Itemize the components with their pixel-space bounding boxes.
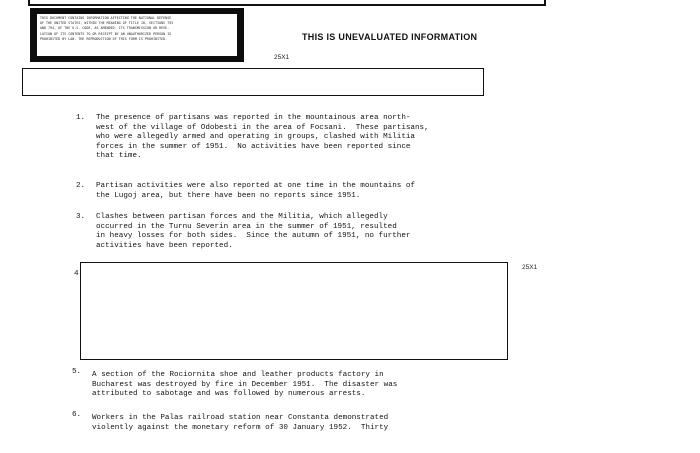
paragraph-text: Clashes between partisan forces and the Militia, which allegedly occurred in the Turnu Severin area in the summer of 1951, resulted in heavy losses for both sides. Since the autumn of 1951, no further activities have been reported. <box>96 213 411 250</box>
paragraph-text: The presence of partisans was reported in the mountainous area north- west of the village of Odobesti in the area of Focsani. These partisans, who were allegedly armed and operating in groups, clashed with Militia forces in the summer of 1951. No activities have been reported since that time. <box>96 114 429 161</box>
unevaluated-information-header: THIS IS UNEVALUATED INFORMATION <box>302 32 478 42</box>
paragraph-number: 6. <box>72 411 82 419</box>
paragraph-number: 2. <box>76 182 86 190</box>
notice-line: PROHIBITED BY LAW. THE REPRODUCTION OF THIS FORM IS PROHIBITED. <box>40 36 168 41</box>
classification-notice-text <box>37 14 237 56</box>
notice-line: AND 794, OF THE U.S. CODE, AS AMENDED. ITS TRANSMISSION OR REVE- <box>40 26 170 31</box>
paragraph-text: Workers in the Palas railroad station near Constanta demonstrated violently against the monetary reform of 30 January 1952. Thirty <box>92 414 389 432</box>
paragraph-text: Partisan activities were also reported at one time in the mountains of the Lugoj area, but there have been no reports since 1951. <box>96 182 415 200</box>
notice-line: THIS DOCUMENT CONTAINS INFORMATION AFFECTING THE NATIONAL DEFENSE <box>40 16 172 20</box>
redaction-box-paragraph-4 <box>80 262 508 360</box>
top-redaction-frame <box>28 0 546 6</box>
paragraph-number: 1. <box>76 114 86 122</box>
notice-line: LATION OF ITS CONTENTS TO OR RECEIPT BY AN UNAUTHORIZED PERSON IS <box>40 31 172 36</box>
paragraph-number: 5. <box>72 368 82 376</box>
paragraph-number: 4 <box>74 270 79 278</box>
paragraph-number: 3. <box>76 213 86 221</box>
paragraph-text: A section of the Rociornita shoe and leather products factory in Bucharest was destroyed by fire in December 1951. The disaster was attributed to sabotage and was followed by numerous arrests. <box>92 371 398 399</box>
classification-notice-box <box>30 8 244 62</box>
redaction-box-top <box>22 68 484 96</box>
declassification-code-side: 25X1 <box>522 264 538 271</box>
notice-line: OF THE UNITED STATES, WITHIN THE MEANING OF TITLE 18, SECTIONS 793 <box>40 21 174 26</box>
declassification-code-top: 25X1 <box>274 54 290 61</box>
